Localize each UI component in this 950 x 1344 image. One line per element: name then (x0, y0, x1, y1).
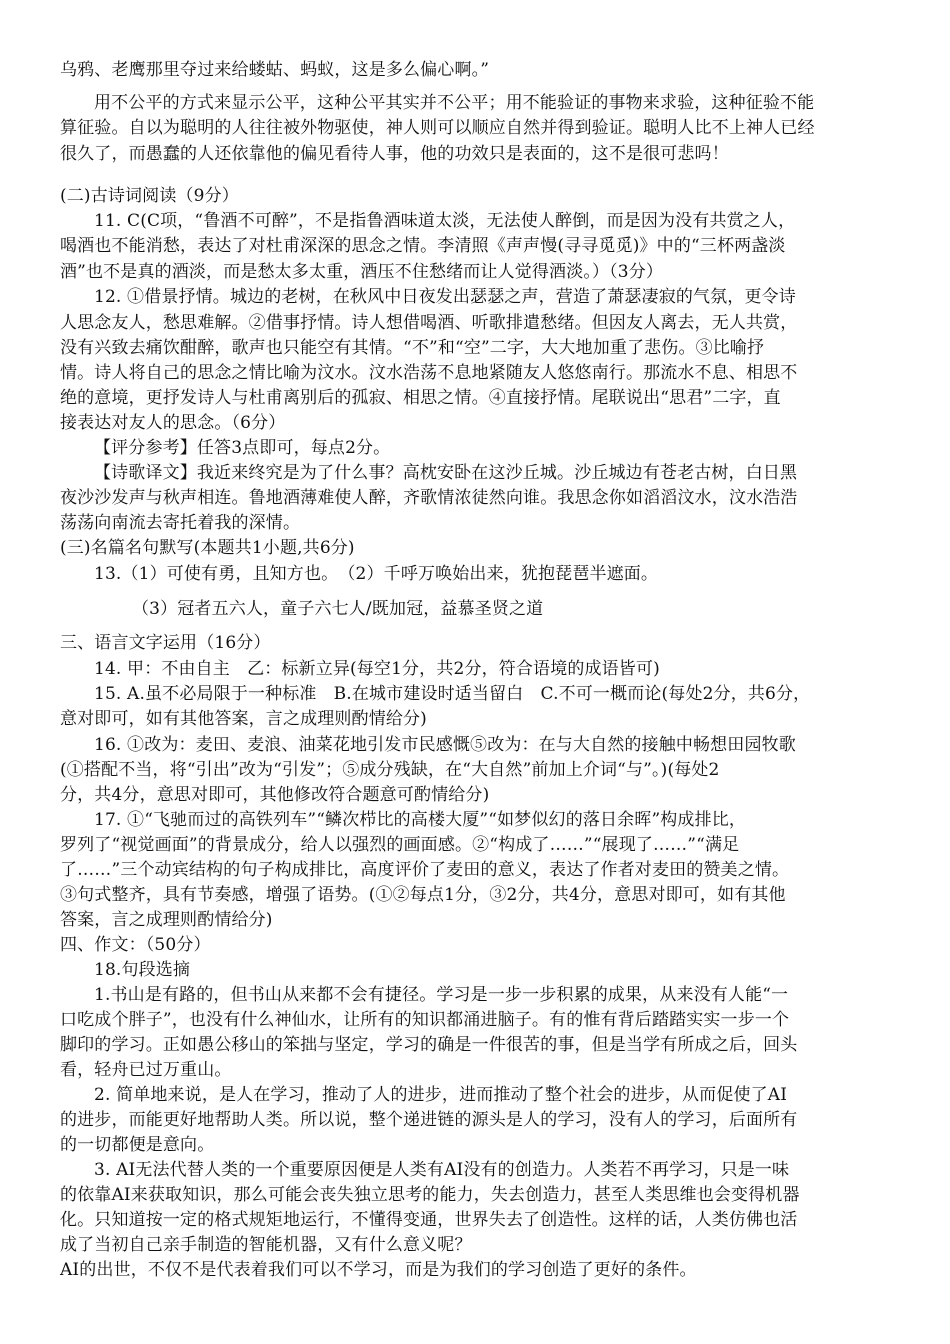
text-line: 人思念友人，愁思难解。②借事抒情。诗人想借喝酒、听歌排遣愁绪。但因友人离去，无人共赏， (60, 313, 798, 333)
text-line: AI的出世，不仅不是代表着我们可以不学习，而是为我们的学习创造了更好的条件。 (60, 1260, 697, 1280)
text-line: 夜沙沙发声与秋声相连。鲁地酒薄难使人醉，齐歌情浓徒然向谁。我思念你如滔滔汶水，汶水浩浩 (60, 488, 798, 508)
text-line: 口吃成个胖子”，也没有什么神仙水，让所有的知识都涌进脑子。有的惟有背后踏踏实实一步一个 (60, 1010, 790, 1030)
text-line: 绝的意境，更抒发诗人与杜甫离别后的孤寂、相思之情。④直接抒情。尾联说出“思君”二字，直 (60, 388, 781, 408)
text-line: 乌鸦、老鹰那里夺过来给蝼蛄、蚂蚁，这是多么偏心啊。” (60, 60, 490, 80)
text-line: 荡荡向南流去寄托着我的深情。 (60, 513, 301, 533)
text-line: 罗列了“视觉画面”的背景成分，给人以强烈的画面感。②“构成了……”“展现了……”“满足 (60, 835, 740, 855)
text-line: 【评分参考】任答3点即可，每点2分。 (94, 438, 391, 458)
text-line: 接表达对友人的思念。（6分） (60, 413, 286, 433)
text-line: 的一切都便是意向。 (60, 1135, 215, 1155)
text-line: 12. ①借景抒情。城边的老树，在秋风中日夜发出瑟瑟之声，营造了萧瑟凄寂的气氛，更令诗 (94, 287, 796, 307)
text-line: 3. AI无法代替人类的一个重要原因便是人类有AI没有的创造力。人类若不再学习，只是一味 (94, 1160, 790, 1180)
text-line: 2. 简单地来说，是人在学习，推动了人的进步，进而推动了整个社会的进步，从而促使了AI (94, 1085, 788, 1105)
text-line: 脚印的学习。正如愚公移山的笨拙与坚定，学习的确是一件很苦的事，但是当学有所成之后，回头 (60, 1035, 798, 1055)
text-line: 17. ①“飞驰而过的高铁列车”“鳞次栉比的高楼大厦”“如梦似幻的落日余晖”构成排比， (94, 810, 747, 830)
text-line: 很久了，而愚蠢的人还依靠他的偏见看待人事，他的功效只是表面的，这不是很可悲吗！ (60, 144, 729, 164)
text-line: 没有兴致去痛饮酣醉，歌声也只能空有其情。“不”和“空”二字，大大地加重了悲伤。③比喻抒 (60, 338, 765, 358)
text-line: 1.书山是有路的，但书山从来都不会有捷径。学习是一步一步积累的成果，从来没有人能“一 (94, 985, 789, 1005)
text-line: 【诗歌译文】我近来终究是为了什么事？高枕安卧在这沙丘城。沙丘城边有苍老古树，白日黑 (94, 463, 798, 483)
text-line: (①搭配不当，将“引出”改为“引发”；⑤成分残缺，在“大自然”前加上介词“与”。)(每处2 (60, 760, 720, 780)
section-heading: 四、作文：（50分） (60, 935, 211, 955)
text-line: 意对即可，如有其他答案，言之成理则酌情给分) (60, 709, 427, 729)
text-line: ③句式整齐，具有节奏感，增强了语势。(①②每点1分，③2分，共4分，意思对即可，如有其他 (60, 885, 786, 905)
text-line: 了……”三个动宾结构的句子构成排比，高度评价了麦田的意义，表达了作者对麦田的赞美之情。 (60, 860, 790, 880)
section-heading: 三、语言文字运用（16分） (60, 633, 271, 653)
text-line: 18.句段选摘 (94, 960, 191, 980)
text-line: 用不公平的方式来显示公平，这种公平其实并不公平；用不能验证的事物来求验，这种征验不能 (94, 93, 815, 113)
text-line: 酒”也不是真的酒淡，而是愁太多太重，酒压不住愁绪而让人觉得酒淡。）（3分） (60, 262, 664, 282)
text-line: 的进步，而能更好地帮助人类。所以说，整个递进链的源头是人的学习，没有人的学习，后面所有 (60, 1110, 798, 1130)
text-line: 答案，言之成理则酌情给分) (60, 910, 273, 930)
text-line: 化。只知道按一定的格式规矩地运行，不懂得变通，世界失去了创造性。这样的话，人类仿佛也活 (60, 1210, 798, 1230)
text-line: 14. 甲：不由自主 乙：标新立异(每空1分，共2分，符合语境的成语皆可) (94, 659, 660, 679)
text-line: 的依靠AI来获取知识，那么可能会丧失独立思考的能力，失去创造力，甚至人类思维也会变得机器 (60, 1185, 800, 1205)
text-line: 算征验。自以为聪明的人往往被外物驱使，神人则可以顺应自然并得到验证。聪明人比不上神人已经 (60, 118, 815, 138)
text-line: （3）冠者五六人，童子六七人/既加冠，益慕圣贤之道 (132, 599, 544, 619)
section-heading: (三)名篇名句默写(本题共1小题,共6分) (60, 538, 355, 558)
text-line: 喝酒也不能消愁，表达了对杜甫深深的思念之情。李清照《声声慢(寻寻觅觅)》中的“三杯两盏淡 (60, 236, 786, 256)
text-line: 15. A.虽不必局限于一种标准 B.在城市建设时适当留白 C.不可一概而论(每处2分，共6分， (94, 684, 811, 704)
text-line: 分，共4分，意思对即可，其他修改符合题意可酌情给分) (60, 785, 490, 805)
text-line: 13.（1）可使有勇，且知方也。 （2）千呼万唤始出来，犹抱琵琶半遮面。 (94, 564, 659, 584)
text-line: 看，轻舟已过万重山。 (60, 1060, 232, 1080)
text-line: 16. ①改为：麦田、麦浪、油菜花地引发市民感慨⑤改为：在与大自然的接触中畅想田园牧歌 (94, 735, 796, 755)
section-heading: (二)古诗词阅读（9分） (60, 186, 239, 206)
text-line: 成了当初自己亲手制造的智能机器，又有什么意义呢？ (60, 1235, 472, 1255)
text-line: 情。诗人将自己的思念之情比喻为汶水。汶水浩荡不息地紧随友人悠悠南行。那流水不息、相思不 (60, 363, 798, 383)
text-line: 11. C(C项，“鲁酒不可醉”，不是指鲁酒味道太淡，无法使人醉倒，而是因为没有共赏之人， (94, 211, 796, 231)
